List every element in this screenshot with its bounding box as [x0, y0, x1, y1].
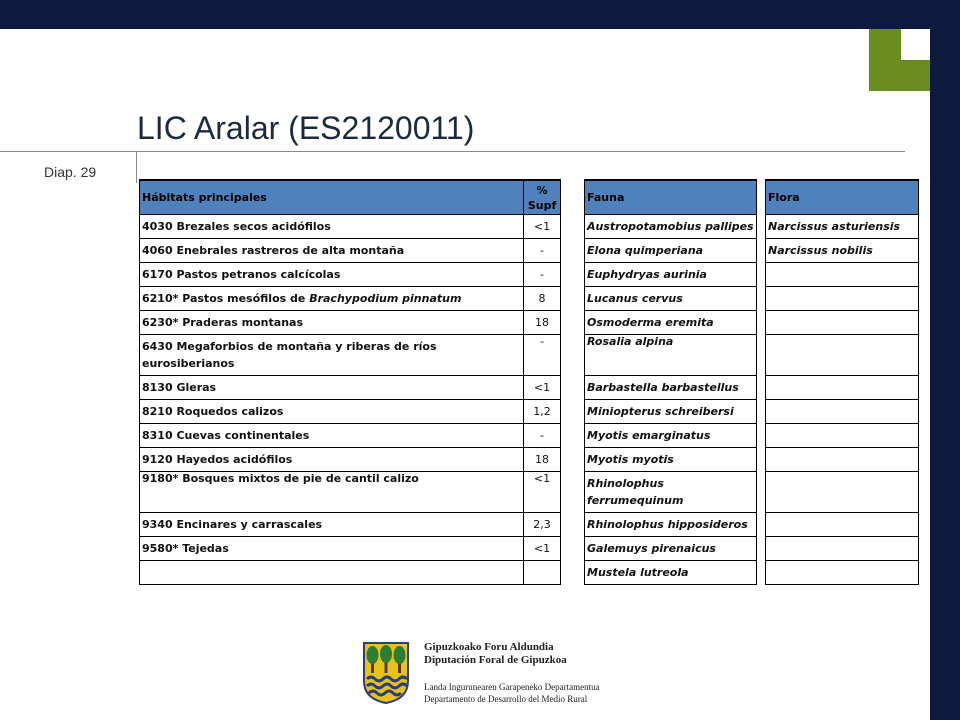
habitat-name [140, 424, 524, 448]
flora-row [766, 448, 919, 472]
fauna-header: Fauna [585, 180, 757, 215]
habitat-row [140, 537, 561, 561]
flora-species [766, 376, 919, 400]
flora-row [766, 537, 919, 561]
fauna-species: Osmoderma eremita [585, 311, 757, 335]
habitat-row [140, 215, 561, 239]
habitat-table [139, 179, 561, 585]
fauna-row [585, 537, 757, 561]
habitat-pct: <1 [524, 472, 561, 513]
fauna-row [585, 215, 757, 239]
fauna-row [585, 513, 757, 537]
habitat-name-part: 6230* Praderas montanas [142, 316, 303, 329]
slide-number: Diap. 29 [44, 164, 97, 180]
flora-species [766, 537, 919, 561]
habitat-name [140, 287, 524, 311]
accent-square [869, 29, 930, 91]
habitat-name [140, 215, 524, 239]
flora-species [766, 448, 919, 472]
logo-text [424, 641, 600, 705]
slide-title: LIC Aralar (ES2120011) [137, 110, 475, 146]
flora-species [766, 263, 919, 287]
flora-row [766, 513, 919, 537]
gipuzkoa-logo-icon [362, 641, 410, 705]
habitat-pct: - [524, 239, 561, 263]
habitat-name [140, 513, 524, 537]
habitat-name [140, 448, 524, 472]
logo-line-2: Diputación Foral de Gipuzkoa [424, 654, 567, 666]
habitat-pct: 18 [524, 448, 561, 472]
habitat-name-part: 8210 Roquedos calizos [142, 405, 284, 418]
habitat-name-part: 4030 Brezales secos acidófilos [142, 220, 331, 233]
pct-header-label: Supf [527, 198, 557, 212]
habitat-name [140, 400, 524, 424]
fauna-row [585, 472, 757, 513]
fauna-species: Miniopterus schreibersi [585, 400, 757, 424]
habitat-row [140, 513, 561, 537]
fauna-species: Barbastella barbastellus [585, 376, 757, 400]
habitat-row [140, 400, 561, 424]
fauna-row [585, 424, 757, 448]
fauna-species: Lucanus cervus [585, 287, 757, 311]
fauna-row [585, 376, 757, 400]
habitat-name [140, 239, 524, 263]
flora-species [766, 335, 919, 376]
flora-header: Flora [766, 180, 919, 215]
flora-row [766, 335, 919, 376]
habitat-pct: <1 [524, 376, 561, 400]
flora-species [766, 424, 919, 448]
fauna-species: Elona quimperiana [585, 239, 757, 263]
fauna-species: Euphydryas aurinia [585, 263, 757, 287]
habitat-row [140, 376, 561, 400]
habitat-row [140, 335, 561, 376]
habitat-row [140, 561, 561, 585]
habitat-header: Hábitats principales [140, 180, 524, 215]
habitat-name [140, 537, 524, 561]
fauna-row [585, 335, 757, 376]
habitat-pct [524, 561, 561, 585]
flora-row [766, 400, 919, 424]
fauna-species: Rosalia alpina [585, 335, 757, 376]
fauna-row [585, 287, 757, 311]
habitat-row [140, 448, 561, 472]
habitat-name [140, 311, 524, 335]
habitat-row [140, 263, 561, 287]
flora-species: Narcissus nobilis [766, 239, 919, 263]
flora-row [766, 239, 919, 263]
flora-row [766, 472, 919, 513]
flora-row [766, 287, 919, 311]
habitat-row [140, 472, 561, 513]
habitat-name [140, 472, 524, 513]
habitat-pct: 1,2 [524, 400, 561, 424]
habitat-pct: 2,3 [524, 513, 561, 537]
flora-species [766, 561, 919, 585]
flora-species [766, 400, 919, 424]
fauna-species: Rhinolophus ferrumequinum [585, 472, 757, 513]
fauna-species: Myotis myotis [585, 448, 757, 472]
habitat-name-part: 8130 Gleras [142, 381, 217, 394]
fauna-row [585, 561, 757, 585]
fauna-row [585, 448, 757, 472]
pct-header [524, 180, 561, 215]
habitat-name-part: 6430 Megaforbios de montaña y riberas de ríos eurosiberianos [142, 340, 437, 370]
habitat-pct: - [524, 263, 561, 287]
flora-species [766, 513, 919, 537]
fauna-row [585, 263, 757, 287]
fauna-row [585, 400, 757, 424]
flora-species: Narcissus asturiensis [766, 215, 919, 239]
habitat-name-part: Brachypodium pinnatum [309, 292, 462, 305]
habitat-name-part: 6210* Pastos mesófilos de [142, 292, 310, 305]
flora-species [766, 472, 919, 513]
habitat-name [140, 376, 524, 400]
label-divider [136, 152, 137, 183]
accent-notch [901, 29, 930, 60]
habitat-name-part: 9120 Hayedos acidófilos [142, 453, 293, 466]
flora-row [766, 311, 919, 335]
habitat-row [140, 287, 561, 311]
logo-line-3: Landa Ingurunearen Garapeneko Departamentua [424, 682, 600, 692]
flora-row [766, 424, 919, 448]
habitat-row [140, 424, 561, 448]
fauna-row [585, 239, 757, 263]
logo-line-1: Gipuzkoako Foru Aldundia [424, 641, 554, 653]
fauna-species: Mustela lutreola [585, 561, 757, 585]
flora-row [766, 561, 919, 585]
habitat-name [140, 561, 524, 585]
logo-line-4: Departamento de Desarrollo del Medio Rural [424, 694, 588, 704]
fauna-species: Austropotamobius pallipes [585, 215, 757, 239]
fauna-species: Myotis emarginatus [585, 424, 757, 448]
pct-header-symbol: % [536, 183, 548, 197]
habitat-row [140, 239, 561, 263]
flora-species [766, 311, 919, 335]
flora-species [766, 287, 919, 311]
habitat-name [140, 335, 524, 376]
habitat-pct: - [524, 424, 561, 448]
fauna-species: Rhinolophus hipposideros [585, 513, 757, 537]
habitat-name-part: 9340 Encinares y carrascales [142, 518, 323, 531]
top-bar [0, 0, 960, 29]
habitat-pct: <1 [524, 215, 561, 239]
habitat-pct: 18 [524, 311, 561, 335]
flora-row [766, 215, 919, 239]
habitat-pct: <1 [524, 537, 561, 561]
habitat-name-part: 9580* Tejedas [142, 542, 229, 555]
flora-row [766, 376, 919, 400]
fauna-table [584, 179, 757, 585]
fauna-species: Galemuys pirenaicus [585, 537, 757, 561]
habitat-row [140, 311, 561, 335]
habitat-name-part: 9180* Bosques mixtos de pie de cantil calizo [142, 472, 419, 485]
flora-table [765, 179, 919, 585]
habitat-name [140, 263, 524, 287]
habitat-pct: 8 [524, 287, 561, 311]
habitat-pct: - [524, 335, 561, 376]
flora-row [766, 263, 919, 287]
habitat-name-part: 6170 Pastos petranos calcícolas [142, 268, 341, 281]
habitat-name-part: 4060 Enebrales rastreros de alta montaña [142, 244, 405, 257]
right-bar [930, 0, 960, 720]
fauna-row [585, 311, 757, 335]
habitat-name-part: 8310 Cuevas continentales [142, 429, 310, 442]
